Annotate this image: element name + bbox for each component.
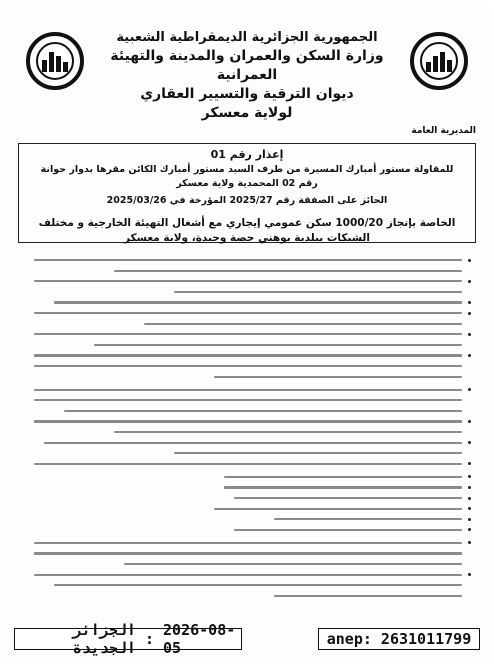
- header-line: لولاية معسكر: [201, 105, 293, 121]
- letterhead: [4, 6, 490, 121]
- bullet-icon: [468, 354, 471, 357]
- bullet-icon: [468, 462, 471, 465]
- bullet-icon: [468, 486, 471, 489]
- opgi-logo-icon: [410, 32, 468, 90]
- body-text-line: [224, 486, 462, 488]
- body-text-line: [34, 280, 462, 282]
- bullet-icon: [468, 420, 471, 423]
- opgi-logo-icon: [26, 32, 84, 90]
- body-text-line: [34, 574, 462, 576]
- bullet-icon: [468, 333, 471, 336]
- publication-footer: الجزائر الجديدة : 2026-08-05: [14, 628, 242, 650]
- notice-body: [22, 257, 472, 605]
- bullet-icon: [468, 541, 471, 544]
- notice-contract: الحائز على الصفقة رقم 2025/27 المؤرخة في 2025/03/26: [106, 195, 388, 206]
- body-text-line: [234, 529, 462, 531]
- header-lines: [99, 28, 395, 123]
- directorate-label: المديرية العامة: [411, 126, 476, 136]
- header-line: وزارة السكن والعمران والمدينة والتهيئة العمرانية: [110, 48, 384, 83]
- body-text-line: [34, 333, 462, 335]
- bullet-icon: [468, 301, 471, 304]
- body-text-line: [34, 463, 462, 465]
- body-text-line: [44, 442, 462, 444]
- body-text-line: [274, 518, 462, 520]
- header-line: الجمهورية الجزائرية الديمقراطية الشعبية: [116, 30, 378, 45]
- publication-date: 2026-08-05: [163, 621, 236, 657]
- body-text-line: [224, 476, 462, 478]
- body-text-line: [34, 354, 462, 356]
- body-text-line: [54, 301, 462, 303]
- body-text-line: [274, 595, 462, 597]
- body-text-line: [64, 410, 462, 412]
- body-text-line: [34, 420, 462, 422]
- bullet-icon: [468, 441, 471, 444]
- bullet-icon: [468, 518, 471, 521]
- bullet-icon: [468, 497, 471, 500]
- body-text-line: [94, 344, 462, 346]
- bullet-icon: [468, 280, 471, 283]
- bullet-icon: [468, 259, 471, 262]
- body-text-line: [34, 552, 462, 554]
- body-text-line: [34, 312, 462, 314]
- newspaper-name: الجزائر الجديدة: [72, 621, 136, 657]
- body-text-line: [174, 291, 462, 293]
- body-text-line: [34, 389, 462, 391]
- notice-addressee: للمقاولة مستور أمبارك المسيرة من طرف السيد مستور أمبارك الكائن مقرها بدوار حوانة رقم 02 المحمدية ولاية معسكر: [40, 164, 454, 189]
- body-text-line: [34, 259, 462, 261]
- notice-number: إعذار رقم 01: [210, 148, 284, 161]
- body-text-line: [174, 452, 462, 454]
- body-text-line: [34, 542, 462, 544]
- bullet-icon: [468, 312, 471, 315]
- body-text-line: [34, 399, 462, 401]
- anep-reference: anep: 2631011799: [318, 628, 480, 650]
- body-text-line: [214, 508, 462, 510]
- body-text-line: [144, 323, 462, 325]
- header-line: ديوان الترقية والتسيير العقاري: [140, 86, 354, 102]
- bullet-icon: [468, 475, 471, 478]
- body-text-line: [234, 497, 462, 499]
- bullet-icon: [468, 528, 471, 531]
- notice-page: [4, 6, 490, 661]
- body-text-line: [34, 365, 462, 367]
- bullet-icon: [468, 388, 471, 391]
- notice-subject: الخاصة بإنجاز 1000/20 سكن عمومي إيجاري مع أشغال التهيئة الخارجية و مختلف الشبكات ببلدية بوهني حصة وحيدة، ولاية معسكر: [38, 217, 456, 244]
- bullet-icon: [468, 573, 471, 576]
- body-text-line: [54, 584, 462, 586]
- bullet-icon: [468, 507, 471, 510]
- body-text-line: [114, 431, 462, 433]
- body-text-line: [214, 376, 462, 378]
- body-text-line: [114, 270, 462, 272]
- body-text-line: [124, 563, 462, 565]
